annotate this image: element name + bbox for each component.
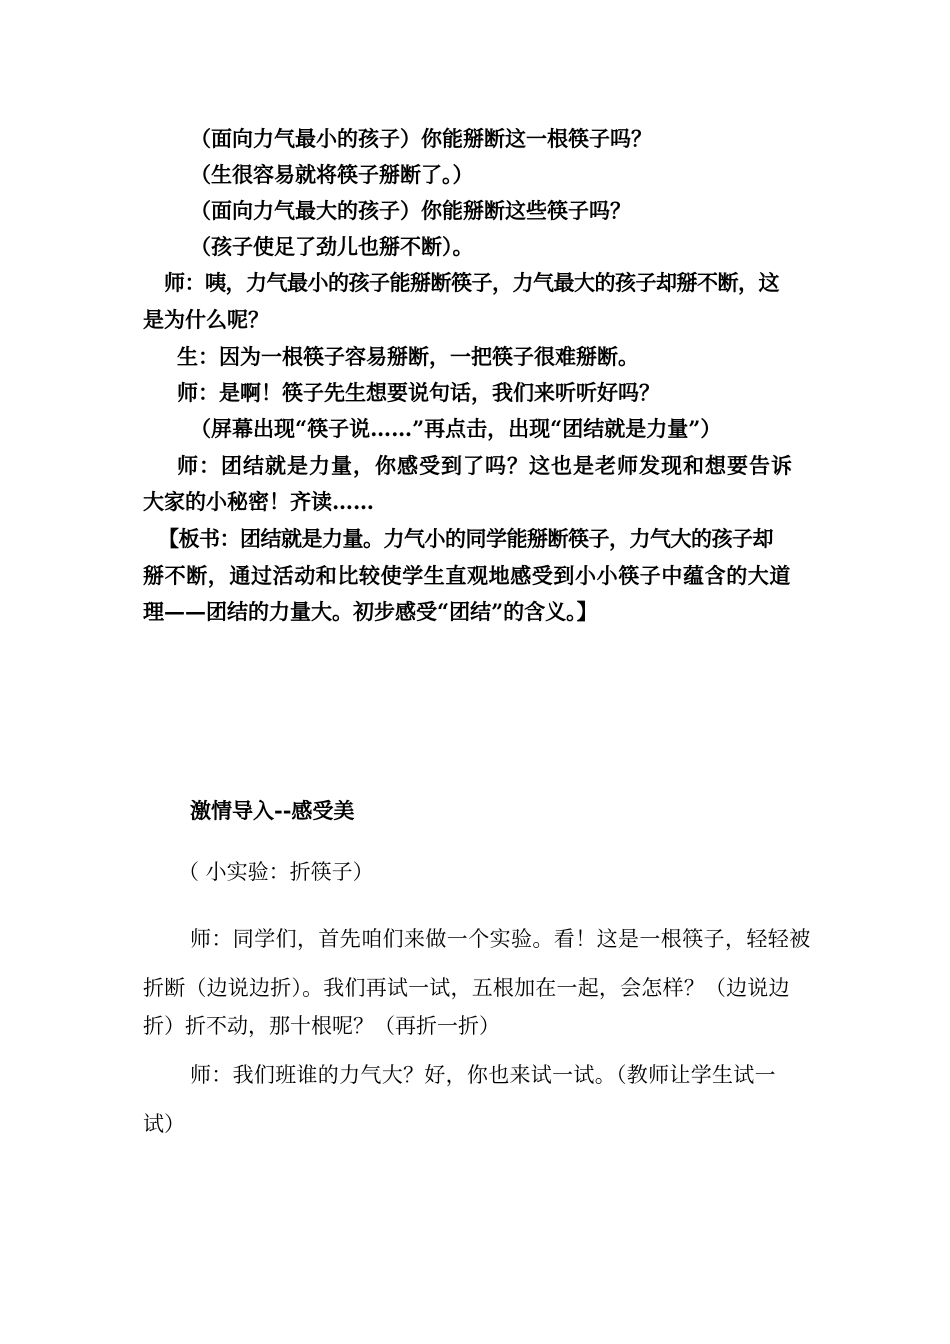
text-line: 师：咦，力气最小的孩子能掰断筷子，力气最大的孩子却掰不断，这 <box>164 270 779 295</box>
text-line: 折）折不动，那十根呢？（再折一折） <box>143 1014 500 1038</box>
text-line: 师：我们班谁的力气大？好，你也来试一试。（教师让学生试一 <box>190 1063 776 1087</box>
text-line: 大家的小秘密！齐读…… <box>143 489 374 514</box>
text-line: （屏幕出现“筷子说……”再点击，出现“团结就是力量”） <box>190 416 722 441</box>
text-line: 是为什么呢？ <box>143 307 269 332</box>
board-note-line: 掰不断，通过活动和比较使学生直观地感受到小小筷子中蕴含的大道 <box>143 563 791 588</box>
text-line: （面向力气最大的孩子）你能掰断这些筷子吗？ <box>190 198 631 223</box>
section-subheading: （ 小实验：折筷子） <box>178 860 374 884</box>
text-line: 师：是啊！筷子先生想要说句话，我们来听听好吗？ <box>177 380 660 405</box>
text-line: 试） <box>143 1112 185 1136</box>
text-line: 师：同学们，首先咱们来做一个实验。看！这是一根筷子，轻轻被 <box>190 927 811 951</box>
text-line: （生很容易就将筷子掰断了。） <box>190 162 474 187</box>
board-note-line: 理——团结的力量大。初步感受“团结”的含义。】 <box>143 599 598 624</box>
text-line: 生：因为一根筷子容易掰断，一把筷子很难掰断。 <box>177 344 639 369</box>
section-heading: 激情导入--感受美 <box>190 798 355 823</box>
text-line: 折断（边说边折）。我们再试一试，五根加在一起，会怎样？（边说边 <box>143 976 790 1000</box>
text-line: （面向力气最小的孩子）你能掰断这一根筷子吗？ <box>190 126 652 151</box>
board-note-line: 【板书：团结就是力量。力气小的同学能掰断筷子，力气大的孩子却 <box>158 526 773 551</box>
text-line: 师：团结就是力量，你感受到了吗？这也是老师发现和想要告诉 <box>177 453 793 478</box>
text-line: （孩子使足了劲儿也掰不断）。 <box>190 234 474 259</box>
